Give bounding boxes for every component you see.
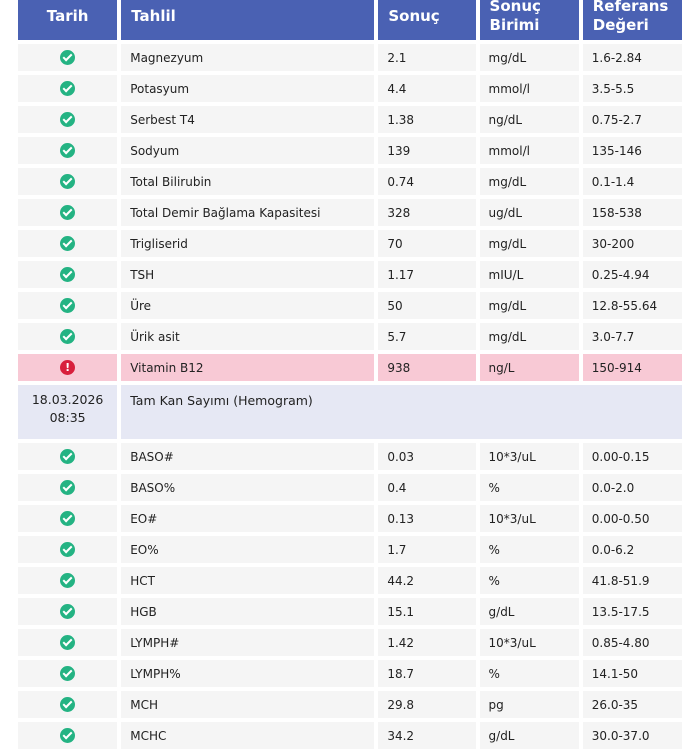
result-unit: ng/dL xyxy=(480,106,579,133)
status-cell xyxy=(18,722,117,749)
table-row[interactable] xyxy=(18,292,682,319)
reference-range: 0.25-4.94 xyxy=(583,261,682,288)
reference-range: 26.0-35 xyxy=(583,691,682,718)
result-unit: mmol/l xyxy=(480,75,579,102)
check-circle-icon xyxy=(60,635,75,650)
result-value: 15.1 xyxy=(378,598,475,625)
result-unit: 10*3/uL xyxy=(480,443,579,470)
result-unit: g/dL xyxy=(480,598,579,625)
test-name: Sodyum xyxy=(121,137,374,164)
reference-range: 0.75-2.7 xyxy=(583,106,682,133)
result-value: 29.8 xyxy=(378,691,475,718)
check-circle-icon xyxy=(60,236,75,251)
status-cell xyxy=(18,505,117,532)
reference-range: 0.85-4.80 xyxy=(583,629,682,656)
header-unit[interactable]: Sonuç Birimi xyxy=(480,0,579,40)
check-circle-icon xyxy=(60,298,75,313)
status-cell xyxy=(18,137,117,164)
status-cell xyxy=(18,598,117,625)
status-cell xyxy=(18,567,117,594)
check-circle-icon xyxy=(60,480,75,495)
result-unit: mIU/L xyxy=(480,261,579,288)
status-cell xyxy=(18,443,117,470)
test-name: Üre xyxy=(121,292,374,319)
table-row[interactable] xyxy=(18,323,682,350)
result-unit: mg/dL xyxy=(480,323,579,350)
test-name: Trigliserid xyxy=(121,230,374,257)
table-row[interactable] xyxy=(18,691,682,718)
exclamation-circle-icon: ! xyxy=(60,360,75,375)
status-cell xyxy=(18,474,117,501)
check-circle-icon xyxy=(60,449,75,464)
result-unit: ng/L xyxy=(480,354,579,381)
test-name: MCHC xyxy=(121,722,374,749)
result-unit: 10*3/uL xyxy=(480,629,579,656)
reference-range: 12.8-55.64 xyxy=(583,292,682,319)
result-value: 139 xyxy=(378,137,475,164)
status-cell xyxy=(18,536,117,563)
status-cell xyxy=(18,261,117,288)
check-circle-icon xyxy=(60,542,75,557)
status-cell xyxy=(18,691,117,718)
test-name: Magnezyum xyxy=(121,44,374,71)
check-circle-icon xyxy=(60,50,75,65)
status-cell xyxy=(18,629,117,656)
status-cell xyxy=(18,168,117,195)
status-cell xyxy=(18,199,117,226)
result-value: 50 xyxy=(378,292,475,319)
table-row[interactable] xyxy=(18,660,682,687)
result-unit: % xyxy=(480,536,579,563)
test-name: BASO# xyxy=(121,443,374,470)
table-row[interactable] xyxy=(18,505,682,532)
table-row[interactable] xyxy=(18,598,682,625)
result-value: 44.2 xyxy=(378,567,475,594)
header-date[interactable]: Tarih xyxy=(18,0,117,40)
table-row[interactable] xyxy=(18,199,682,226)
status-cell xyxy=(18,323,117,350)
lab-results-table xyxy=(14,0,686,753)
result-unit: mg/dL xyxy=(480,230,579,257)
reference-range: 1.6-2.84 xyxy=(583,44,682,71)
header-test[interactable]: Tahlil xyxy=(121,0,374,40)
group-date: 18.03.2026 xyxy=(31,392,104,407)
result-value: 70 xyxy=(378,230,475,257)
reference-range: 41.8-51.9 xyxy=(583,567,682,594)
table-row[interactable] xyxy=(18,106,682,133)
result-unit: % xyxy=(480,474,579,501)
reference-range: 135-146 xyxy=(583,137,682,164)
status-cell xyxy=(18,230,117,257)
status-cell xyxy=(18,106,117,133)
table-row[interactable] xyxy=(18,722,682,749)
check-circle-icon xyxy=(60,573,75,588)
result-value: 1.42 xyxy=(378,629,475,656)
status-cell xyxy=(18,660,117,687)
reference-range: 0.1-1.4 xyxy=(583,168,682,195)
check-circle-icon xyxy=(60,174,75,189)
table-row[interactable] xyxy=(18,567,682,594)
check-circle-icon xyxy=(60,604,75,619)
table-row[interactable] xyxy=(18,230,682,257)
reference-range: 0.0-2.0 xyxy=(583,474,682,501)
test-name: LYMPH# xyxy=(121,629,374,656)
reference-range: 3.5-5.5 xyxy=(583,75,682,102)
group-row[interactable] xyxy=(18,385,682,439)
table-header xyxy=(18,0,682,40)
test-name: Potasyum xyxy=(121,75,374,102)
header-reference[interactable]: Referans Değeri xyxy=(583,0,682,40)
result-unit: mmol/l xyxy=(480,137,579,164)
reference-range: 158-538 xyxy=(583,199,682,226)
table-row[interactable] xyxy=(18,44,682,71)
test-name: BASO% xyxy=(121,474,374,501)
test-name: Total Bilirubin xyxy=(121,168,374,195)
reference-range: 13.5-17.5 xyxy=(583,598,682,625)
result-unit: % xyxy=(480,660,579,687)
status-cell xyxy=(18,354,117,381)
header-result[interactable]: Sonuç xyxy=(378,0,475,40)
check-circle-icon xyxy=(60,143,75,158)
check-circle-icon xyxy=(60,666,75,681)
result-value: 2.1 xyxy=(378,44,475,71)
reference-range: 3.0-7.7 xyxy=(583,323,682,350)
reference-range: 30-200 xyxy=(583,230,682,257)
table-row[interactable] xyxy=(18,137,682,164)
result-value: 4.4 xyxy=(378,75,475,102)
table-row[interactable] xyxy=(18,261,682,288)
test-name: MCH xyxy=(121,691,374,718)
test-name: Vitamin B12 xyxy=(121,354,374,381)
result-value: 0.4 xyxy=(378,474,475,501)
result-value: 18.7 xyxy=(378,660,475,687)
table-body xyxy=(18,44,682,749)
check-circle-icon xyxy=(60,728,75,743)
table-row[interactable] xyxy=(18,354,682,381)
check-circle-icon xyxy=(60,267,75,282)
result-value: 1.7 xyxy=(378,536,475,563)
table-row[interactable] xyxy=(18,536,682,563)
test-name: EO# xyxy=(121,505,374,532)
test-name: LYMPH% xyxy=(121,660,374,687)
reference-range: 0.00-0.50 xyxy=(583,505,682,532)
group-datetime xyxy=(18,385,117,439)
reference-range: 30.0-37.0 xyxy=(583,722,682,749)
check-circle-icon xyxy=(60,81,75,96)
result-unit: 10*3/uL xyxy=(480,505,579,532)
result-value: 5.7 xyxy=(378,323,475,350)
reference-range: 0.0-6.2 xyxy=(583,536,682,563)
result-unit: pg xyxy=(480,691,579,718)
status-cell xyxy=(18,44,117,71)
table-row[interactable] xyxy=(18,629,682,656)
result-unit: mg/dL xyxy=(480,292,579,319)
check-circle-icon xyxy=(60,205,75,220)
reference-range: 0.00-0.15 xyxy=(583,443,682,470)
check-circle-icon xyxy=(60,697,75,712)
test-name: Ürik asit xyxy=(121,323,374,350)
result-value: 0.74 xyxy=(378,168,475,195)
result-unit: mg/dL xyxy=(480,44,579,71)
result-value: 1.17 xyxy=(378,261,475,288)
result-unit: ug/dL xyxy=(480,199,579,226)
result-unit: g/dL xyxy=(480,722,579,749)
result-value: 34.2 xyxy=(378,722,475,749)
test-name: Total Demir Bağlama Kapasitesi xyxy=(121,199,374,226)
table-row[interactable] xyxy=(18,474,682,501)
group-title: Tam Kan Sayımı (Hemogram) xyxy=(121,385,682,439)
test-name: Serbest T4 xyxy=(121,106,374,133)
result-unit: mg/dL xyxy=(480,168,579,195)
test-name: HGB xyxy=(121,598,374,625)
group-time: 08:35 xyxy=(49,410,86,425)
test-name: TSH xyxy=(121,261,374,288)
test-name: HCT xyxy=(121,567,374,594)
result-unit: % xyxy=(480,567,579,594)
table-row[interactable] xyxy=(18,168,682,195)
result-value: 938 xyxy=(378,354,475,381)
result-value: 1.38 xyxy=(378,106,475,133)
status-cell xyxy=(18,75,117,102)
test-name: EO% xyxy=(121,536,374,563)
result-value: 328 xyxy=(378,199,475,226)
reference-range: 150-914 xyxy=(583,354,682,381)
result-value: 0.03 xyxy=(378,443,475,470)
table-row[interactable] xyxy=(18,75,682,102)
check-circle-icon xyxy=(60,112,75,127)
reference-range: 14.1-50 xyxy=(583,660,682,687)
check-circle-icon xyxy=(60,329,75,344)
result-value: 0.13 xyxy=(378,505,475,532)
table-row[interactable] xyxy=(18,443,682,470)
status-cell xyxy=(18,292,117,319)
check-circle-icon xyxy=(60,511,75,526)
